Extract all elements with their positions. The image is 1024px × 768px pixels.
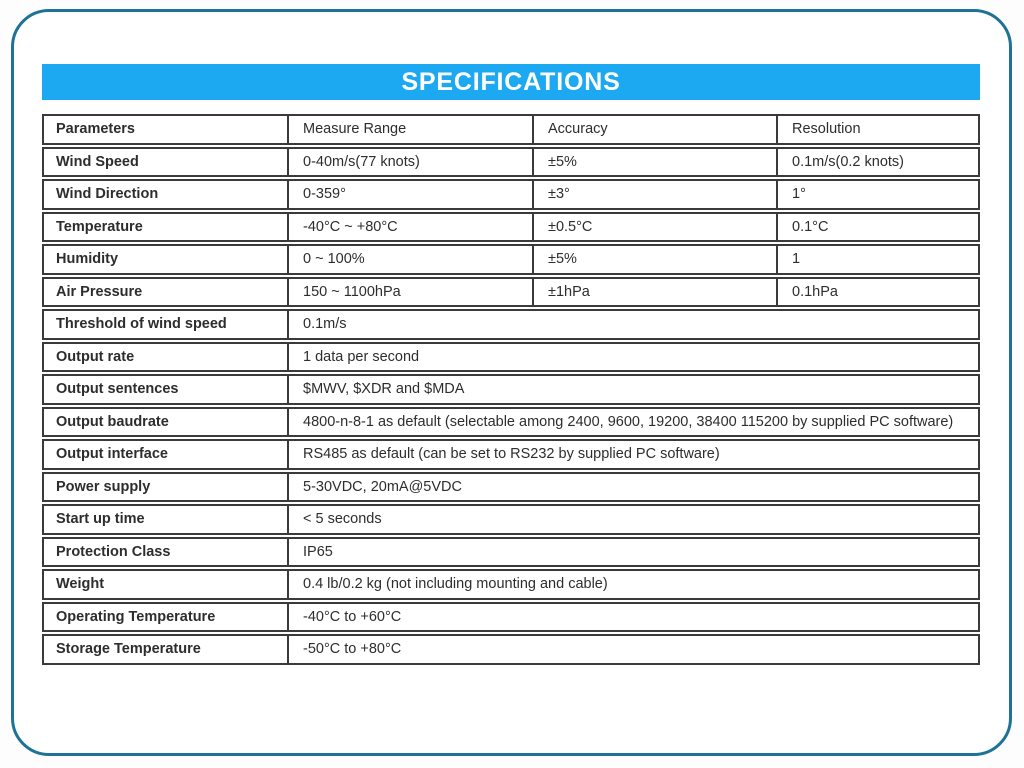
column-header-measure-range: Measure Range: [287, 116, 532, 143]
value-cell: 0.4 lb/0.2 kg (not including mounting and cable): [287, 571, 978, 598]
table-header-row: [42, 114, 980, 145]
table-row: [42, 537, 980, 568]
measure-range-cell: 150 ~ 1100hPa: [287, 279, 532, 306]
parameter-name-cell: Operating Temperature: [56, 608, 216, 625]
parameter-name-cell: Output sentences: [56, 381, 179, 398]
table-row: [42, 244, 980, 275]
value-cell: < 5 seconds: [287, 506, 978, 533]
measure-range-cell: 0-359°: [287, 181, 532, 208]
specifications-banner: [42, 64, 980, 100]
table-row: [42, 602, 980, 633]
table-row: [42, 309, 980, 340]
table-row: [42, 212, 980, 243]
table-row: [42, 147, 980, 178]
parameter-name-cell: Power supply: [56, 478, 151, 495]
specifications-table: [42, 114, 980, 667]
table-row: [42, 374, 980, 405]
parameter-name-cell: Start up time: [56, 511, 145, 528]
value-cell: 4800-n-8-1 as default (selectable among 2400, 9600, 19200, 38400 115200 by supplied PC software): [287, 409, 978, 436]
parameter-name-cell: Threshold of wind speed: [56, 316, 227, 333]
value-cell: $MWV, $XDR and $MDA: [287, 376, 978, 403]
measure-range-cell: 0-40m/s(77 knots): [287, 149, 532, 176]
resolution-cell: 0.1°C: [776, 214, 978, 241]
table-row: [42, 439, 980, 470]
table-row: [42, 569, 980, 600]
parameter-name-cell: Humidity: [56, 251, 119, 268]
parameter-name-cell: Temperature: [56, 218, 143, 235]
parameter-name-cell: Wind Speed: [56, 153, 139, 170]
parameter-name-cell: Output baudrate: [56, 413, 169, 430]
resolution-cell: 1°: [776, 181, 978, 208]
table-row: [42, 504, 980, 535]
parameter-name-cell: Weight: [56, 576, 105, 593]
parameter-name-cell: Output interface: [56, 446, 168, 463]
parameter-name-cell: Wind Direction: [56, 186, 159, 203]
resolution-cell: 0.1m/s(0.2 knots): [776, 149, 978, 176]
measure-range-cell: -40°C ~ +80°C: [287, 214, 532, 241]
parameter-name-cell: Air Pressure: [56, 283, 143, 300]
parameter-name-cell: Protection Class: [56, 543, 171, 560]
table-row: [42, 472, 980, 503]
table-row: [42, 179, 980, 210]
column-header-parameters: Parameters: [56, 121, 135, 138]
value-cell: -40°C to +60°C: [287, 604, 978, 631]
value-cell: 1 data per second: [287, 344, 978, 371]
page-title: SPECIFICATIONS: [401, 67, 621, 96]
resolution-cell: 1: [776, 246, 978, 273]
accuracy-cell: ±1hPa: [532, 279, 776, 306]
accuracy-cell: ±5%: [532, 149, 776, 176]
table-row: [42, 634, 980, 665]
measure-range-cell: 0 ~ 100%: [287, 246, 532, 273]
column-header-accuracy: Accuracy: [532, 116, 776, 143]
parameter-name-cell: Output rate: [56, 348, 135, 365]
accuracy-cell: ±5%: [532, 246, 776, 273]
parameter-name-cell: Storage Temperature: [56, 641, 201, 658]
table-row: [42, 277, 980, 308]
accuracy-cell: ±3°: [532, 181, 776, 208]
value-cell: -50°C to +80°C: [287, 636, 978, 663]
value-cell: IP65: [287, 539, 978, 566]
table-row: [42, 407, 980, 438]
column-header-resolution: Resolution: [776, 116, 978, 143]
value-cell: 5-30VDC, 20mA@5VDC: [287, 474, 978, 501]
accuracy-cell: ±0.5°C: [532, 214, 776, 241]
table-row: [42, 342, 980, 373]
value-cell: RS485 as default (can be set to RS232 by supplied PC software): [287, 441, 978, 468]
value-cell: 0.1m/s: [287, 311, 978, 338]
resolution-cell: 0.1hPa: [776, 279, 978, 306]
